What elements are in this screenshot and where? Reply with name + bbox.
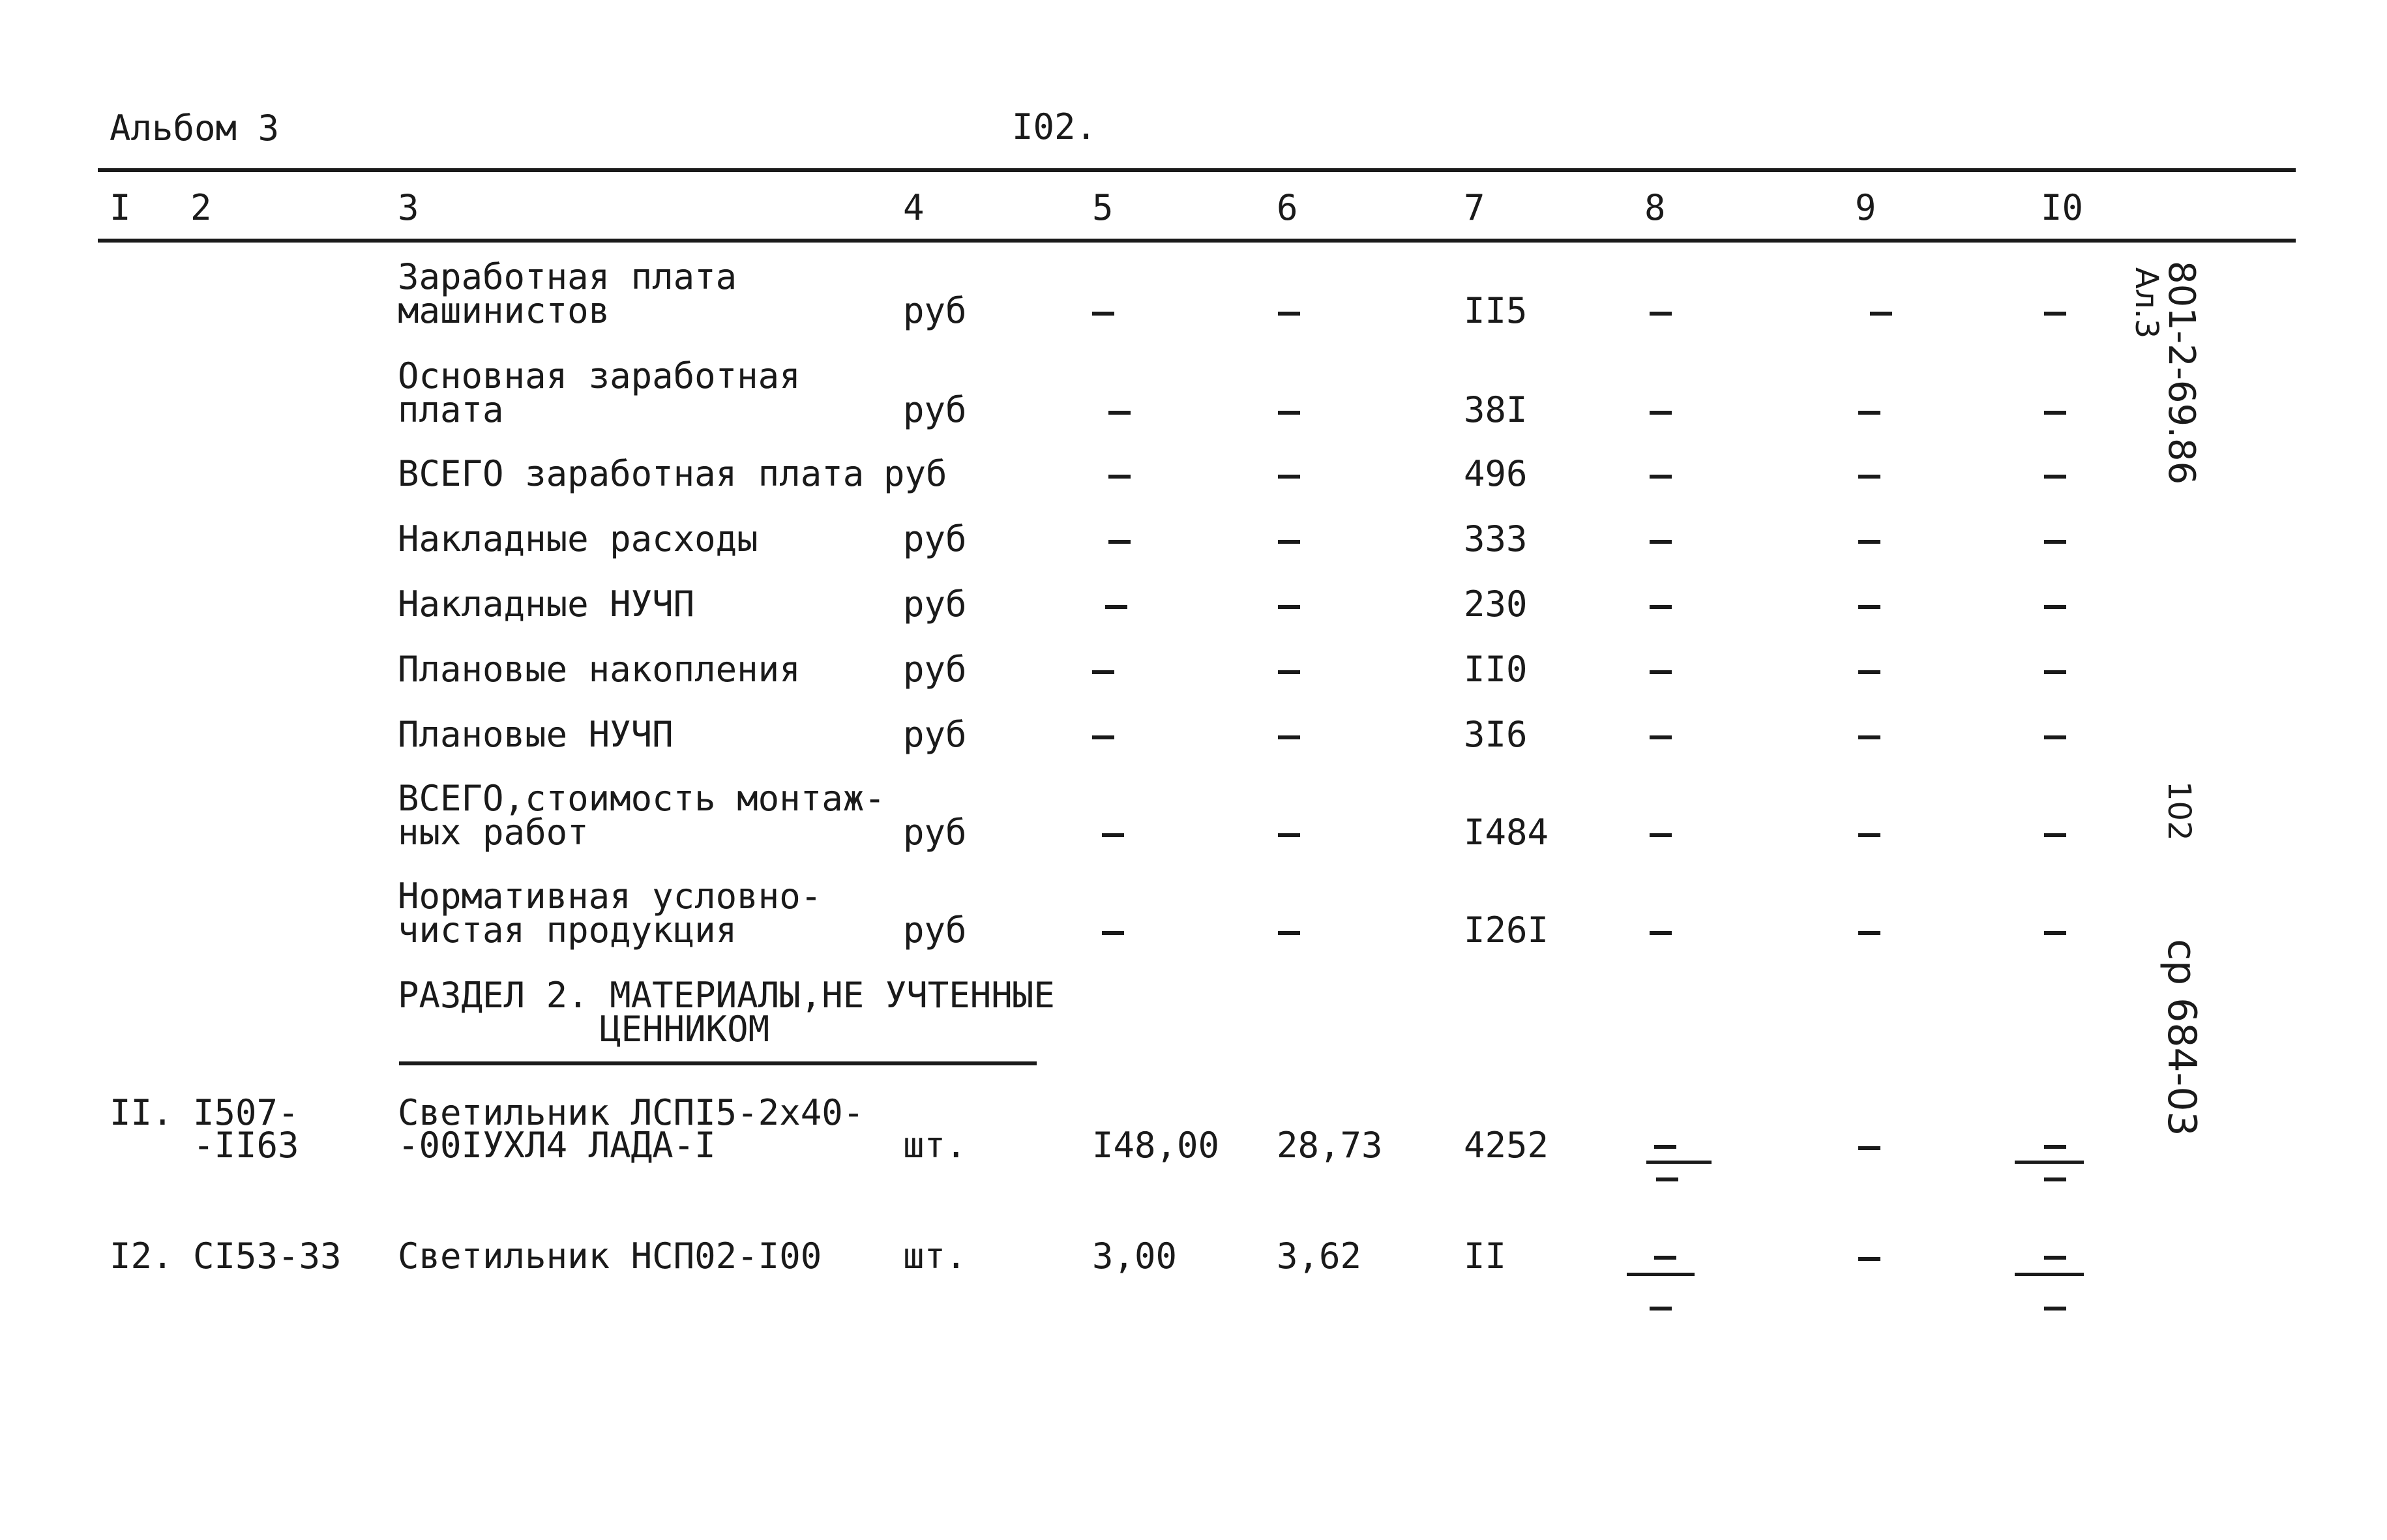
- row-name: Заработная плата: [398, 256, 737, 297]
- row-unit: руб: [903, 714, 967, 755]
- dash: [1858, 1257, 1880, 1261]
- dash: [2044, 931, 2066, 935]
- dash: [1858, 735, 1880, 739]
- dash: [1858, 475, 1880, 479]
- row-name: Плановые НУЧП: [398, 714, 674, 755]
- col-header-6: 6: [1277, 187, 1298, 228]
- col-header-10: I0: [2041, 187, 2084, 228]
- dash: [1650, 670, 1672, 674]
- row-value-col7: 230: [1464, 584, 1528, 625]
- margin-page: 102: [2161, 781, 2197, 841]
- row-value-col7: 3I6: [1464, 714, 1528, 755]
- dash: [1858, 605, 1880, 609]
- margin-sheet: ср 684-03: [2159, 939, 2204, 1136]
- row-value-col7: 38I: [1464, 389, 1528, 430]
- dash: [1654, 1256, 1676, 1260]
- dash: [1650, 1307, 1672, 1310]
- row-name: ВСЕГО заработная плата: [398, 453, 865, 494]
- dash-rule: [2015, 1161, 2084, 1164]
- row-value-col7: II5: [1464, 290, 1528, 331]
- dash: [1092, 312, 1114, 316]
- dash: [2044, 670, 2066, 674]
- row-unit: руб: [883, 453, 947, 494]
- dash: [1650, 475, 1672, 479]
- row-name: Накладные НУЧП: [398, 584, 695, 625]
- dash: [1656, 1177, 1678, 1181]
- row-name: чистая продукция: [398, 910, 737, 951]
- col-header-1: I: [110, 187, 131, 228]
- col-header-8: 8: [1644, 187, 1666, 228]
- row-value-col7: 333: [1464, 518, 1528, 559]
- dash: [2044, 1256, 2066, 1260]
- item-value-col6: 28,73: [1277, 1125, 1383, 1166]
- dash: [1858, 1146, 1880, 1150]
- dash: [2044, 312, 2066, 316]
- dash: [1858, 540, 1880, 544]
- row-unit: руб: [903, 649, 967, 690]
- item-value-col6: 3,62: [1277, 1236, 1362, 1277]
- dash: [2044, 735, 2066, 739]
- section-heading: РАЗДЕЛ 2. МАТЕРИАЛЫ,НЕ УЧТЕННЫЕ: [398, 975, 1055, 1016]
- item-value-col7: 4252: [1464, 1125, 1549, 1166]
- dash: [2044, 1307, 2066, 1310]
- dash: [1650, 411, 1672, 415]
- dash: [1650, 931, 1672, 935]
- col-header-5: 5: [1092, 187, 1114, 228]
- dash: [1858, 833, 1880, 837]
- dash: [2044, 411, 2066, 415]
- col-header-2: 2: [190, 187, 212, 228]
- section-heading: ЦЕННИКОМ: [600, 1009, 770, 1050]
- dash: [2044, 605, 2066, 609]
- row-name: плата: [398, 389, 504, 430]
- dash: [1654, 1145, 1676, 1149]
- item-code: CI53-33: [193, 1236, 342, 1277]
- dash: [2044, 1177, 2066, 1181]
- dash: [1278, 312, 1300, 316]
- dash: [1650, 605, 1672, 609]
- dash-rule: [1646, 1161, 1712, 1164]
- item-value-col5: I48,00: [1092, 1125, 1220, 1166]
- dash-rule: [1627, 1273, 1695, 1276]
- row-unit: руб: [903, 584, 967, 625]
- dash: [2044, 833, 2066, 837]
- section-underline: [399, 1061, 1037, 1065]
- dash: [1650, 540, 1672, 544]
- dash: [1858, 411, 1880, 415]
- item-name: Светильник НСП02-I00: [398, 1236, 822, 1277]
- dash: [1858, 931, 1880, 935]
- margin-doc-id: 801-2-69.86: [2160, 261, 2202, 485]
- dash: [1278, 931, 1300, 935]
- item-code: -II63: [193, 1125, 299, 1166]
- row-value-col7: I26I: [1464, 910, 1549, 951]
- row-unit: руб: [903, 812, 967, 853]
- item-name: -00IУХЛ4 ЛАДА-I: [398, 1125, 716, 1166]
- row-name: машинистов: [398, 290, 610, 331]
- dash: [1870, 312, 1892, 316]
- dash: [1102, 833, 1124, 837]
- row-value-col7: II0: [1464, 649, 1528, 690]
- row-name: Плановые накопления: [398, 649, 801, 690]
- row-name: Накладные расходы: [398, 518, 758, 559]
- dash: [1650, 735, 1672, 739]
- row-unit: руб: [903, 389, 967, 430]
- header-rule-bottom: [98, 239, 2296, 243]
- row-name: ВСЕГО,стоимость монтаж-: [398, 778, 885, 819]
- row-unit: руб: [903, 518, 967, 559]
- dash: [2044, 540, 2066, 544]
- dash: [1278, 605, 1300, 609]
- dash: [1650, 312, 1672, 316]
- item-value-col5: 3,00: [1092, 1236, 1178, 1277]
- dash: [1102, 931, 1124, 935]
- row-name: Нормативная условно-: [398, 876, 822, 917]
- dash: [1278, 735, 1300, 739]
- item-unit: шт.: [903, 1236, 967, 1277]
- album-label: Альбом 3: [110, 108, 280, 149]
- dash: [1108, 475, 1131, 479]
- margin-album: Ал.3: [2128, 267, 2165, 339]
- row-name: ных работ: [398, 812, 589, 853]
- row-unit: руб: [903, 910, 967, 951]
- item-name: Светильник ЛСПI5-2x40-: [398, 1092, 865, 1133]
- item-number: I2.: [110, 1236, 173, 1277]
- col-header-9: 9: [1855, 187, 1876, 228]
- dash: [1278, 411, 1300, 415]
- item-unit: шт.: [903, 1125, 967, 1166]
- row-value-col7: 496: [1464, 453, 1528, 494]
- dash: [1650, 833, 1672, 837]
- dash: [1858, 670, 1880, 674]
- col-header-7: 7: [1464, 187, 1485, 228]
- dash: [1278, 833, 1300, 837]
- dash: [1108, 411, 1131, 415]
- dash-rule: [2015, 1273, 2084, 1276]
- dash: [1278, 670, 1300, 674]
- row-name: Основная заработная: [398, 355, 801, 396]
- dash: [1278, 540, 1300, 544]
- header-rule-top: [98, 168, 2296, 172]
- item-code: I507-: [193, 1092, 299, 1133]
- row-value-col7: I484: [1464, 812, 1549, 853]
- col-header-3: 3: [398, 187, 419, 228]
- col-header-4: 4: [903, 187, 925, 228]
- dash: [1092, 670, 1114, 674]
- page-number: I02.: [1012, 106, 1097, 147]
- row-unit: руб: [903, 290, 967, 331]
- dash: [1105, 605, 1127, 609]
- dash: [1108, 540, 1131, 544]
- dash: [2044, 475, 2066, 479]
- dash: [1278, 475, 1300, 479]
- item-value-col7: II: [1464, 1236, 1507, 1277]
- dash: [1092, 735, 1114, 739]
- item-number: II.: [110, 1092, 173, 1133]
- dash: [2044, 1145, 2066, 1149]
